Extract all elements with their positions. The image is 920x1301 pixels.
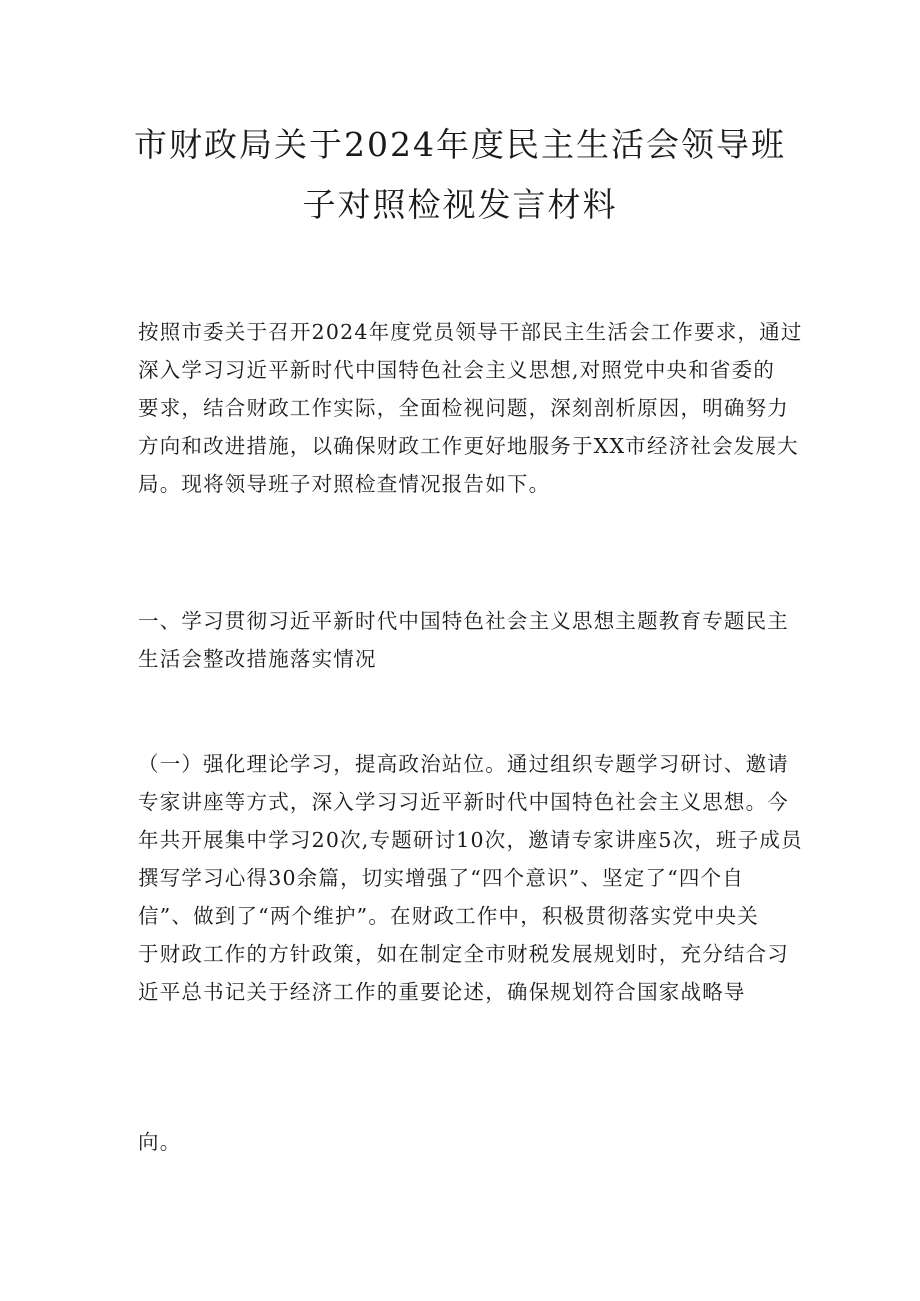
intro-line: 深入学习习近平新时代中国特色社会主义思想,对照党中央和省委的: [138, 358, 776, 382]
subsection-line: 撰写学习心得30余篇，切实增强了“四个意识”、坚定了“四个自: [138, 866, 745, 890]
intro-line: 方向和改进措施，以确保财政工作更好地服务于XX市经济社会发展大: [138, 434, 799, 458]
section-heading: [138, 602, 788, 678]
subsection-line: 信”、做到了“两个维护”。在财政工作中，积极贯彻落实党中央关: [138, 904, 759, 928]
subsection-line: 近平总书记关于经济工作的重要论述，确保规划符合国家战略导: [138, 980, 746, 1004]
subsection-line: 年共开展集中学习20次,专题研讨10次，邀请专家讲座5次，班子成员: [138, 828, 803, 852]
subsection-line: 专家讲座等方式，深入学习习近平新时代中国特色社会主义思想。今: [138, 790, 789, 814]
document-title-line-2: 子对照检视发言材料: [302, 185, 618, 224]
intro-paragraph: [138, 313, 803, 503]
subsection-paragraph: [138, 745, 803, 1011]
trailing-paragraph: [138, 1123, 788, 1161]
trailing-line: 向。: [138, 1130, 182, 1154]
subsection-line: （一）强化理论学习，提高政治站位。通过组织专题学习研讨、邀请: [138, 752, 789, 776]
intro-line: 要求，结合财政工作实际，全面检视问题，深刻剖析原因，明确努力: [138, 396, 789, 420]
intro-line: 按照市委关于召开2024年度党员领导干部民主生活会工作要求，通过: [138, 320, 803, 344]
section-heading-line: 一、学习贯彻习近平新时代中国特色社会主义思想主题教育专题民主: [138, 609, 789, 633]
subsection-line: 于财政工作的方针政策，如在制定全市财税发展规划时，充分结合习: [138, 942, 789, 966]
intro-line: 局。现将领导班子对照检查情况报告如下。: [138, 472, 551, 496]
section-heading-line: 生活会整改措施落实情况: [138, 647, 377, 671]
document-title-line-1: 市财政局关于2024年度民主生活会领导班: [134, 125, 786, 164]
